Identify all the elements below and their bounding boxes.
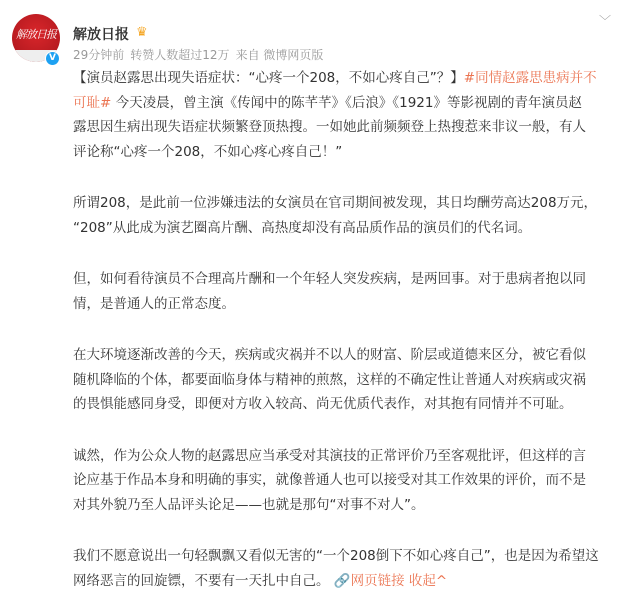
text-line: 在大环境逐渐改善的今天，疾病或灾祸并不以人的财富、阶层或道德来区分，被它看似 [73, 347, 586, 363]
avatar-logo: 解放日报 [16, 28, 56, 41]
text-line: 论应基于作品本身和明确的事实，就像普通人也可以接受对其工作效果的评价，而不是 [73, 472, 586, 488]
text-line: 的畏惧能感同身受，即便对方收入较高、尚无优质代表作，对其抱有同情并不可耻。 [73, 396, 573, 412]
text-line: 网络恶言的回旋镖，不要有一天扎中自己。 [73, 572, 330, 589]
text-line: “208”从此成为演艺圈高片酬、高热度却没有高品质作品的演员们的代名词。 [73, 219, 532, 236]
hashtag-link[interactable]: #同情赵露思患病并不 [463, 70, 597, 86]
text-line: 情，是普通人的正常态度。 [73, 295, 235, 312]
repost-count: 转赞人数超过12万 [130, 48, 230, 62]
post-body [73, 66, 618, 593]
text-line: 评论称“心疼一个208，不如心疼心疼自己！” [73, 143, 343, 160]
text-line: 对其外貌乃至人品评头论足——也就是那句“对事不对人”。 [73, 496, 425, 513]
post-time[interactable]: 29分钟前 [73, 48, 125, 62]
chevron-up-icon[interactable]: ^ [435, 572, 448, 589]
collapse-button[interactable]: 收起 [408, 572, 436, 589]
post-meta [73, 46, 329, 63]
post-headline: 【演员赵露思出现失语症状：“心疼一个208，不如心疼自己”？】 [73, 70, 464, 86]
text-line: 但，如何看待演员不合理高片酬和一个年轻人突发疾病，是两回事。对于患病者抱以同 [73, 271, 586, 287]
account-name[interactable]: 解放日报 [73, 27, 129, 43]
chevron-down-icon[interactable]: ﹀ [598, 14, 611, 28]
hashtag-link-end[interactable]: 可耻# [73, 94, 112, 111]
verified-icon: V [45, 51, 60, 66]
link-icon: 🔗 [333, 572, 351, 589]
text-line: 诚然，作为公众人物的赵露思应当承受对其演技的正常评价乃至客观批评，但这样的言 [73, 447, 586, 464]
text-line: 今天凌晨，曾主演《传闻中的陈芊芊》《后浪》《1921》等影视剧的青年演员赵 [111, 94, 582, 111]
text-line: 露思因生病出现失语症状频繁登顶热搜。一如她此前频频登上热搜惹来非议一般，有人 [73, 119, 586, 135]
text-line: 随机降临的个体，都要面临身体与精神的煎熬，这样的不确定性让普通人对疾病或灾祸 [73, 371, 586, 388]
text-line: 所谓208，是此前一位涉嫌违法的女演员在官司期间被发现，其日均酬劳高达208万元， [73, 195, 598, 211]
web-link[interactable]: 网页链接 [350, 572, 405, 589]
crown-icon: ♛ [136, 25, 148, 40]
text-line: 我们不愿意说出一句轻飘飘又看似无害的“一个208倒下不如心疼自己”，也是因为希望这 [73, 548, 599, 564]
post-source: 来自 微博网页版 [235, 48, 324, 62]
